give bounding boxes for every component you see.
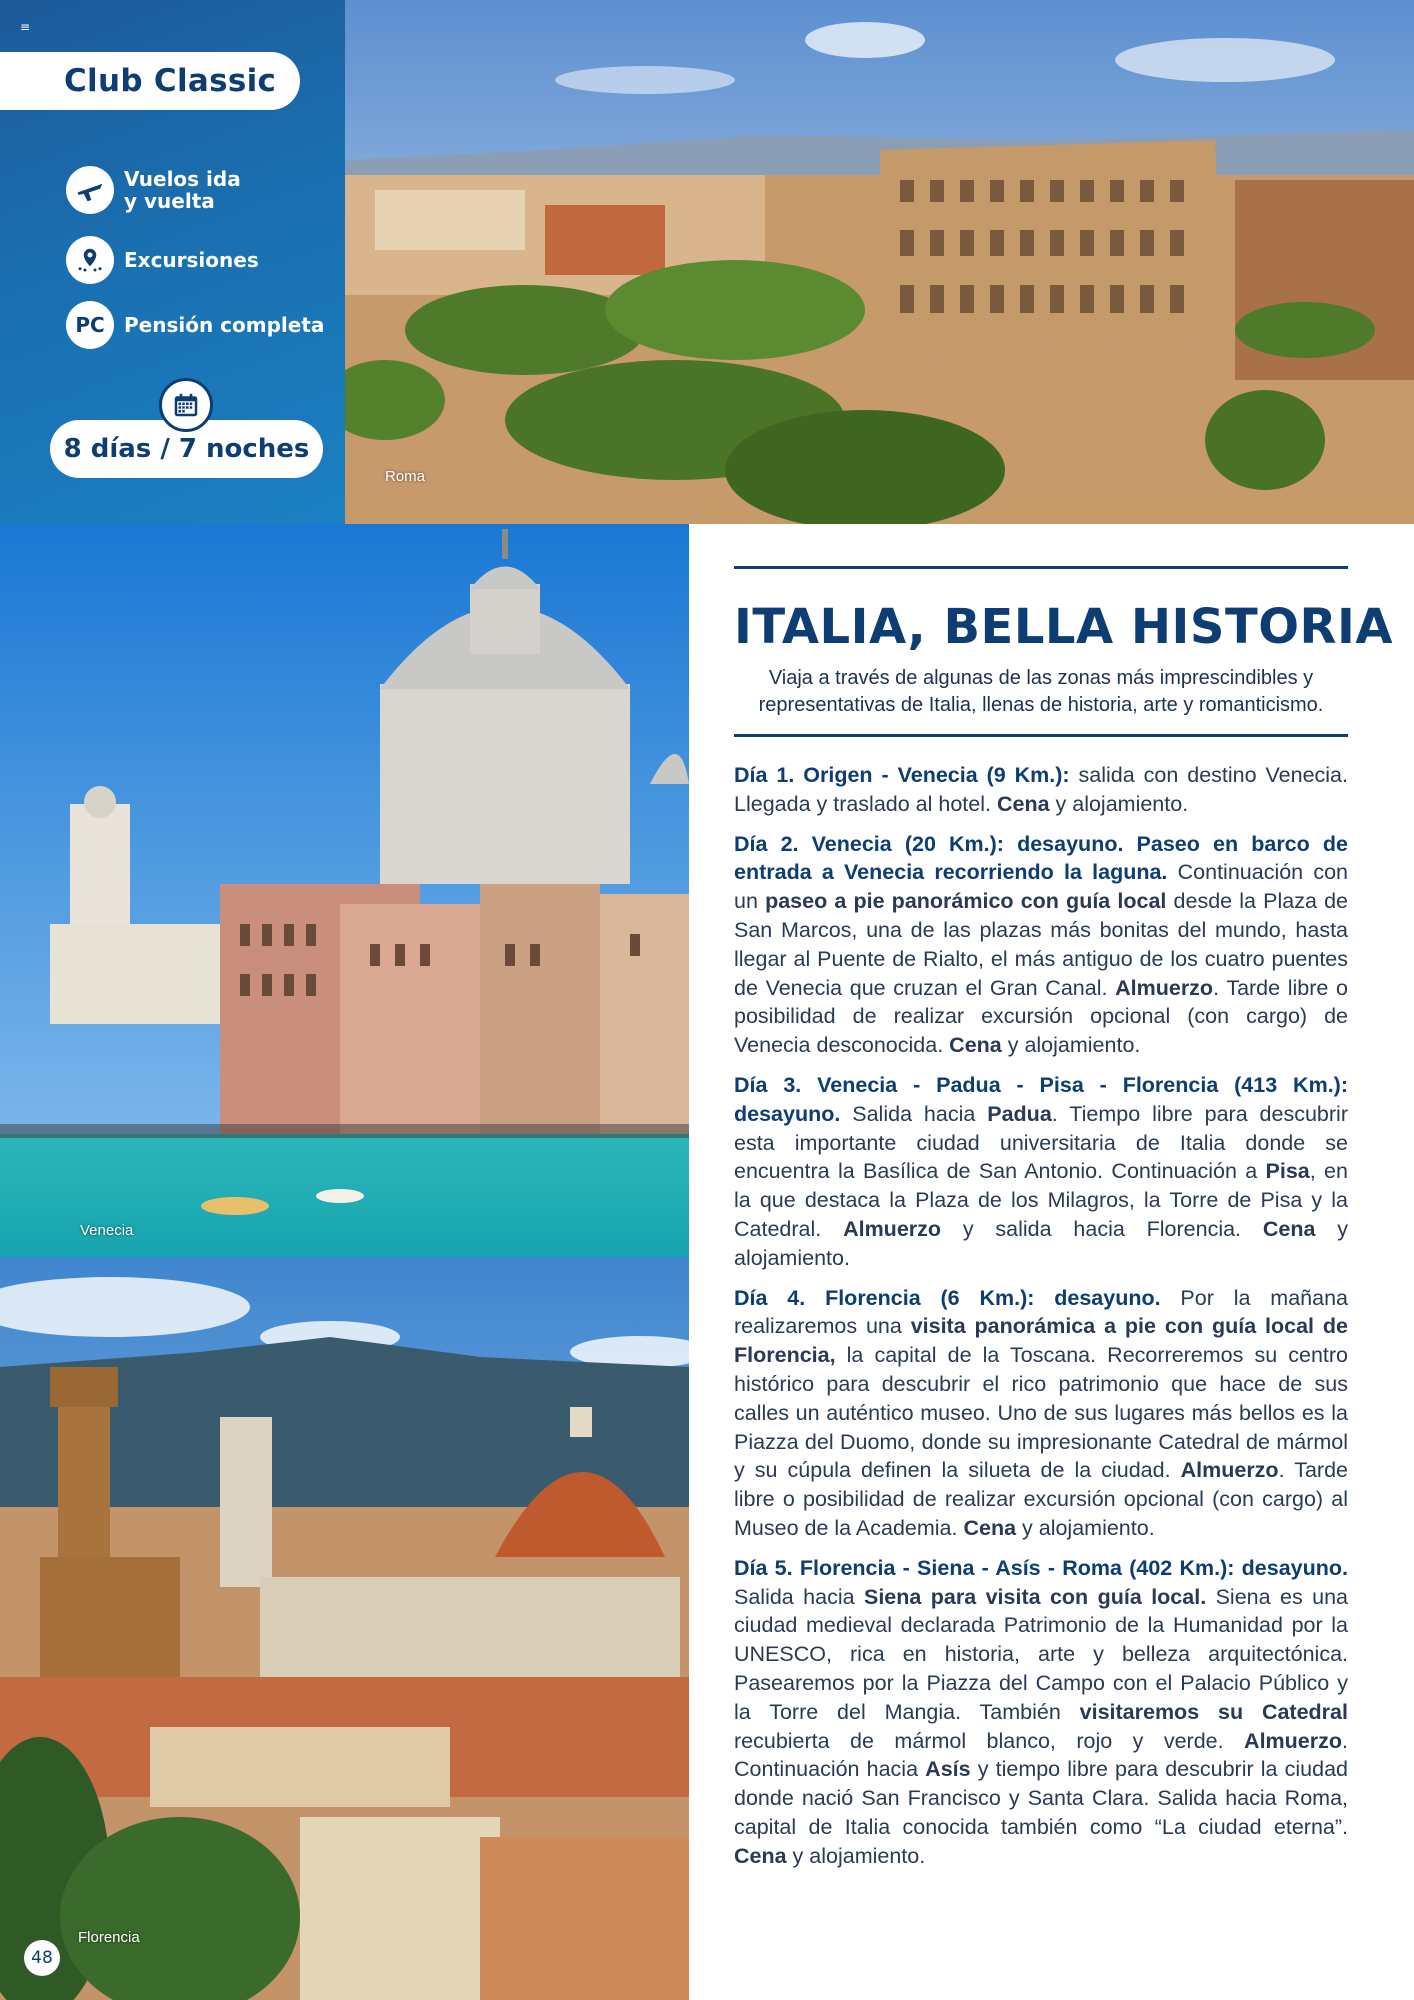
calendar-icon	[159, 378, 213, 432]
feature-flights	[66, 166, 241, 214]
day-5: Día 5. Florencia - Siena - Asís - Roma (402 Km.): desayuno. Salida hacia Siena para visita con guía local. Siena es una ciudad medieval declarada Patrimonio de la Humanidad por la UNESCO, rica en historia, arte y belleza arquitectónica. Pasearemos por la Piazza del Campo con el Palacio Público y la Torre del Mangia. También visitaremos su Catedral recubierta de mármol blanco, rojo y verde. Almuerzo. Continuación hacia Asís y tiempo libre para descubrir la ciudad donde nació San Francisco y Santa Clara. Salida hacia Roma, capital de Italia conocida también como “La ciudad eterna”. Cena y alojamiento.	[734, 1555, 1348, 1868]
photo-caption-venecia: Venecia	[80, 1222, 134, 1239]
page-number: 48	[24, 1940, 60, 1976]
top-rule	[734, 566, 1348, 569]
feature-excursions	[66, 236, 259, 284]
feature-flights-line1: Vuelos ida	[124, 167, 241, 191]
article-title: ITALIA, BELLA HISTORIA	[734, 599, 1393, 655]
day-3: Día 3. Venecia - Padua - Pisa - Florencia (413 Km.): desayuno. Salida hacia Padua. Tiempo libre para descubrir esta importante ciudad universitaria de Italia donde se encuentra la Basílica de San Antonio. Continuación a Pisa, en la que destaca la Plaza de los Milagros, la Torre de Pisa y la Catedral. Almuerzo y salida hacia Florencia. Cena y alojamiento.	[734, 1072, 1348, 1270]
article-intro: Viaja a través de algunas de las zonas más imprescindibles y representativas de Italia, llenas de historia, arte y romanticismo.	[758, 667, 1324, 716]
photo-caption-florencia: Florencia	[78, 1929, 140, 1946]
photo-roma	[345, 0, 1414, 524]
location-pin-icon	[66, 236, 114, 284]
feature-excursions-label: Excursiones	[124, 248, 259, 272]
plane-icon	[66, 166, 114, 214]
day-2: Día 2. Venecia (20 Km.): desayuno. Paseo en barco de entrada a Venecia recorriendo la laguna. Continuación con un paseo a pie panorámico con guía local desde la Plaza de San Marcos, una de las plazas más bonitas del mundo, hasta llegar al Puente de Rialto, el más antiguo de los cuatro puentes de Venecia que cruzan el Gran Canal. Almuerzo. Tarde libre o posibilidad de realizar excursión opcional (con cargo) de Venecia desconocida. Cena y alojamiento.	[734, 831, 1349, 1058]
photo-florencia	[0, 1257, 689, 2000]
itinerary	[734, 761, 1348, 1870]
info-panel	[0, 0, 345, 524]
duration-badge: 8 días / 7 noches	[50, 420, 323, 478]
day-1: Día 1. Origen - Venecia (9 Km.): salida con destino Venecia. Llegada y traslado al hotel. Cena y alojamiento.	[734, 763, 1348, 816]
photo-venecia	[0, 524, 689, 1257]
photo-caption-roma: Roma	[385, 468, 426, 485]
header-mark: ≡	[20, 20, 31, 34]
feature-full-board-label: Pensión completa	[124, 313, 325, 337]
article	[734, 566, 1393, 1881]
intro-rule	[734, 734, 1348, 737]
pc-icon: PC	[66, 301, 114, 349]
feature-flights-line2: y vuelta	[124, 189, 215, 213]
club-classic-badge: Club Classic	[0, 52, 300, 110]
day-4: Día 4. Florencia (6 Km.): desayuno. Por la mañana realizaremos una visita panorámica a pie con guía local de Florencia, la capital de la Toscana. Recorreremos su centro histórico para descubrir el rico patrimonio que hace de sus calles un auténtico museo. Uno de sus lugares más bellos es la Piazza del Duomo, donde su impresionante Catedral de mármol y su cúpula definen la silueta de la ciudad. Almuerzo. Tarde libre o posibilidad de realizar excursión opcional (con cargo) al Museo de la Academia. Cena y alojamiento.	[734, 1285, 1348, 1540]
feature-full-board	[66, 301, 324, 349]
